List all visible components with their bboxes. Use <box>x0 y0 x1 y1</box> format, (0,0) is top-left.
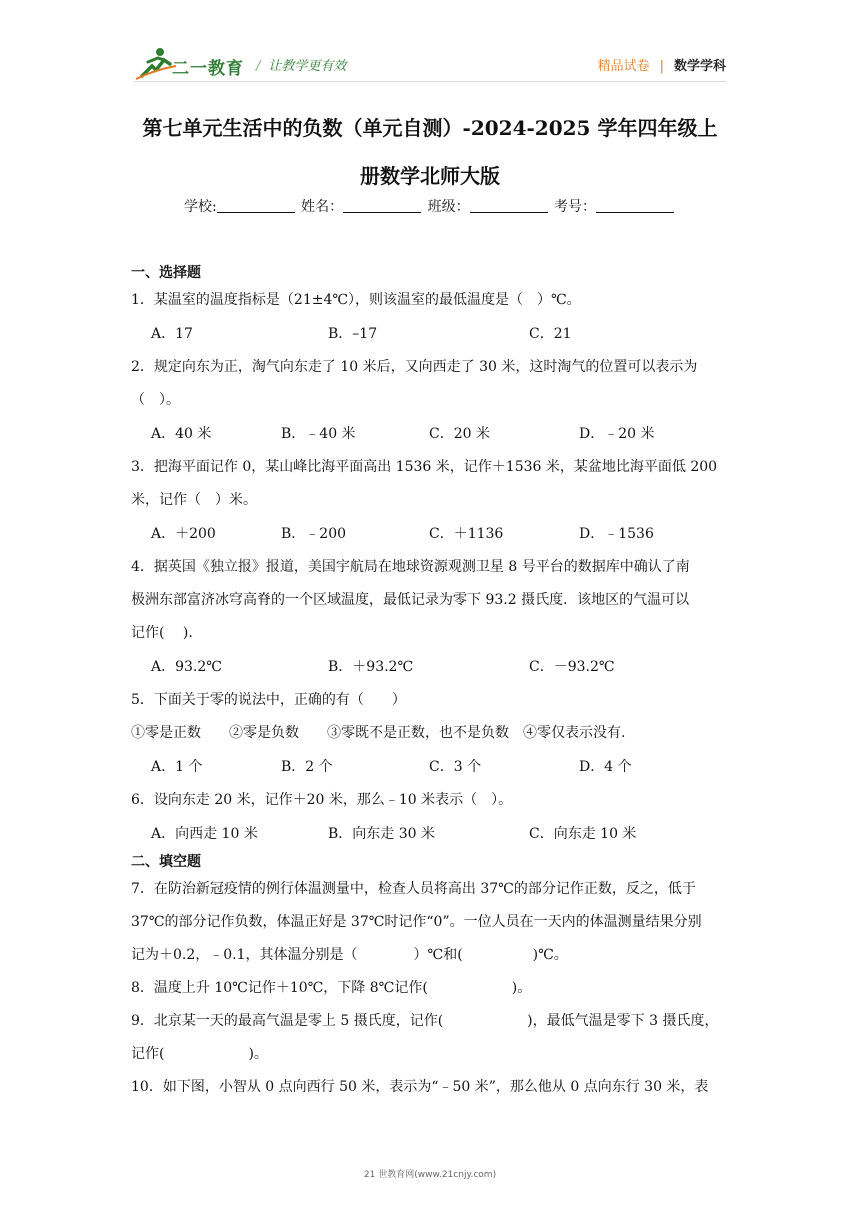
page-title: 第七单元生活中的负数（单元自测）-2024-2025 学年四年级上 册数学北师大版 <box>142 116 718 188</box>
question-5: 5．下面关于零的说法中，正确的有（ ） ①零是正数 ②零是负数 ③零既不是正数，也不是负数 ④零仅表示没有. <box>131 692 626 741</box>
question-2: 2．规定向东为正，淘气向东走了 10 米后，又向西走了 30 米，这时淘气的位置可以表示为 （ ）。 <box>131 359 698 408</box>
question-6: 6．设向东走 20 米，记作＋20 米，那么﹣10 米表示（ ）。 <box>131 792 513 808</box>
class-blank <box>470 198 548 213</box>
question-5-options: A．1 个 B．2 个 C．3 个 D．4 个 <box>151 759 632 775</box>
school-blank <box>217 198 295 213</box>
header-divider <box>134 81 726 82</box>
slogan: / 让教学更有效 <box>256 59 347 74</box>
question-2-options: A．40 米 B．﹣40 米 C．20 米 D．﹣20 米 <box>151 426 655 442</box>
name-blank <box>343 198 421 213</box>
tag-subject: 数学学科 <box>673 59 726 74</box>
brand-name: 二一教育 <box>172 59 244 79</box>
page-footer: 21 世教育网(www.21cnjy.com) <box>363 1170 497 1180</box>
question-1: 1．某温室的温度指标是（21±4℃），则该温室的最低温度是（ ）℃。 <box>131 292 581 308</box>
question-4: 4．据英国《独立报》报道，美国宇航局在地球资源观测卫星 8 号平台的数据库中确认了南 极洲东部富济冰穹高脊的一个区域温度，最低记录为零下 93.2 摄氏度．该地区的气温可以 记作( ). <box>131 559 690 641</box>
page-header <box>0 0 860 90</box>
question-4-options: A．93.2℃ B．＋93.2℃ C．－93.2℃ <box>151 659 615 675</box>
question-10: 10．如下图，小智从 0 点向西行 50 米，表示为“﹣50 米”，那么他从 0 点向东行 30 米，表 <box>131 1079 709 1095</box>
question-6-options: A．向西走 10 米 B．向东走 30 米 C．向东走 10 米 <box>151 826 637 842</box>
question-9: 9．北京某一天的最高气温是零上 5 摄氏度，记作( )，最低气温是零下 3 摄氏度， 记作( )。 <box>131 1013 719 1062</box>
section-choice: 一、选择题 <box>131 265 201 281</box>
question-1-options: A．17 B．–17 C．21 <box>151 326 572 342</box>
student-info-line: 学校: 姓名： 班级： 考号： <box>0 196 860 216</box>
question-8: 8．温度上升 10℃记作＋10℃，下降 8℃记作( )。 <box>131 980 532 996</box>
tag-premium: 精品试卷 <box>597 59 650 74</box>
question-7: 7．在防治新冠疫情的例行体温测量中，检查人员将高出 37℃的部分记作正数，反之，低于 37℃的部分记作负数，体温正好是 37℃时记作“0”。一位人员在一天内的体温测量结果分别 记为＋0.2，﹣0.1，其体温分别是（ ）℃和( )℃。 <box>131 881 702 963</box>
question-list <box>131 262 731 1104</box>
question-3: 3．把海平面记作 0，某山峰比海平面高出 1536 米，记作＋1536 米，某盆地比海平面低 200 米，记作（ ）米。 <box>131 459 718 508</box>
exam-number-blank <box>596 198 674 213</box>
question-3-options: A．＋200 B．﹣200 C．＋1136 D．﹣1536 <box>151 526 654 542</box>
header-tags: 精品试卷 | 数学学科 <box>597 59 726 74</box>
section-fill: 二、填空题 <box>131 854 201 870</box>
